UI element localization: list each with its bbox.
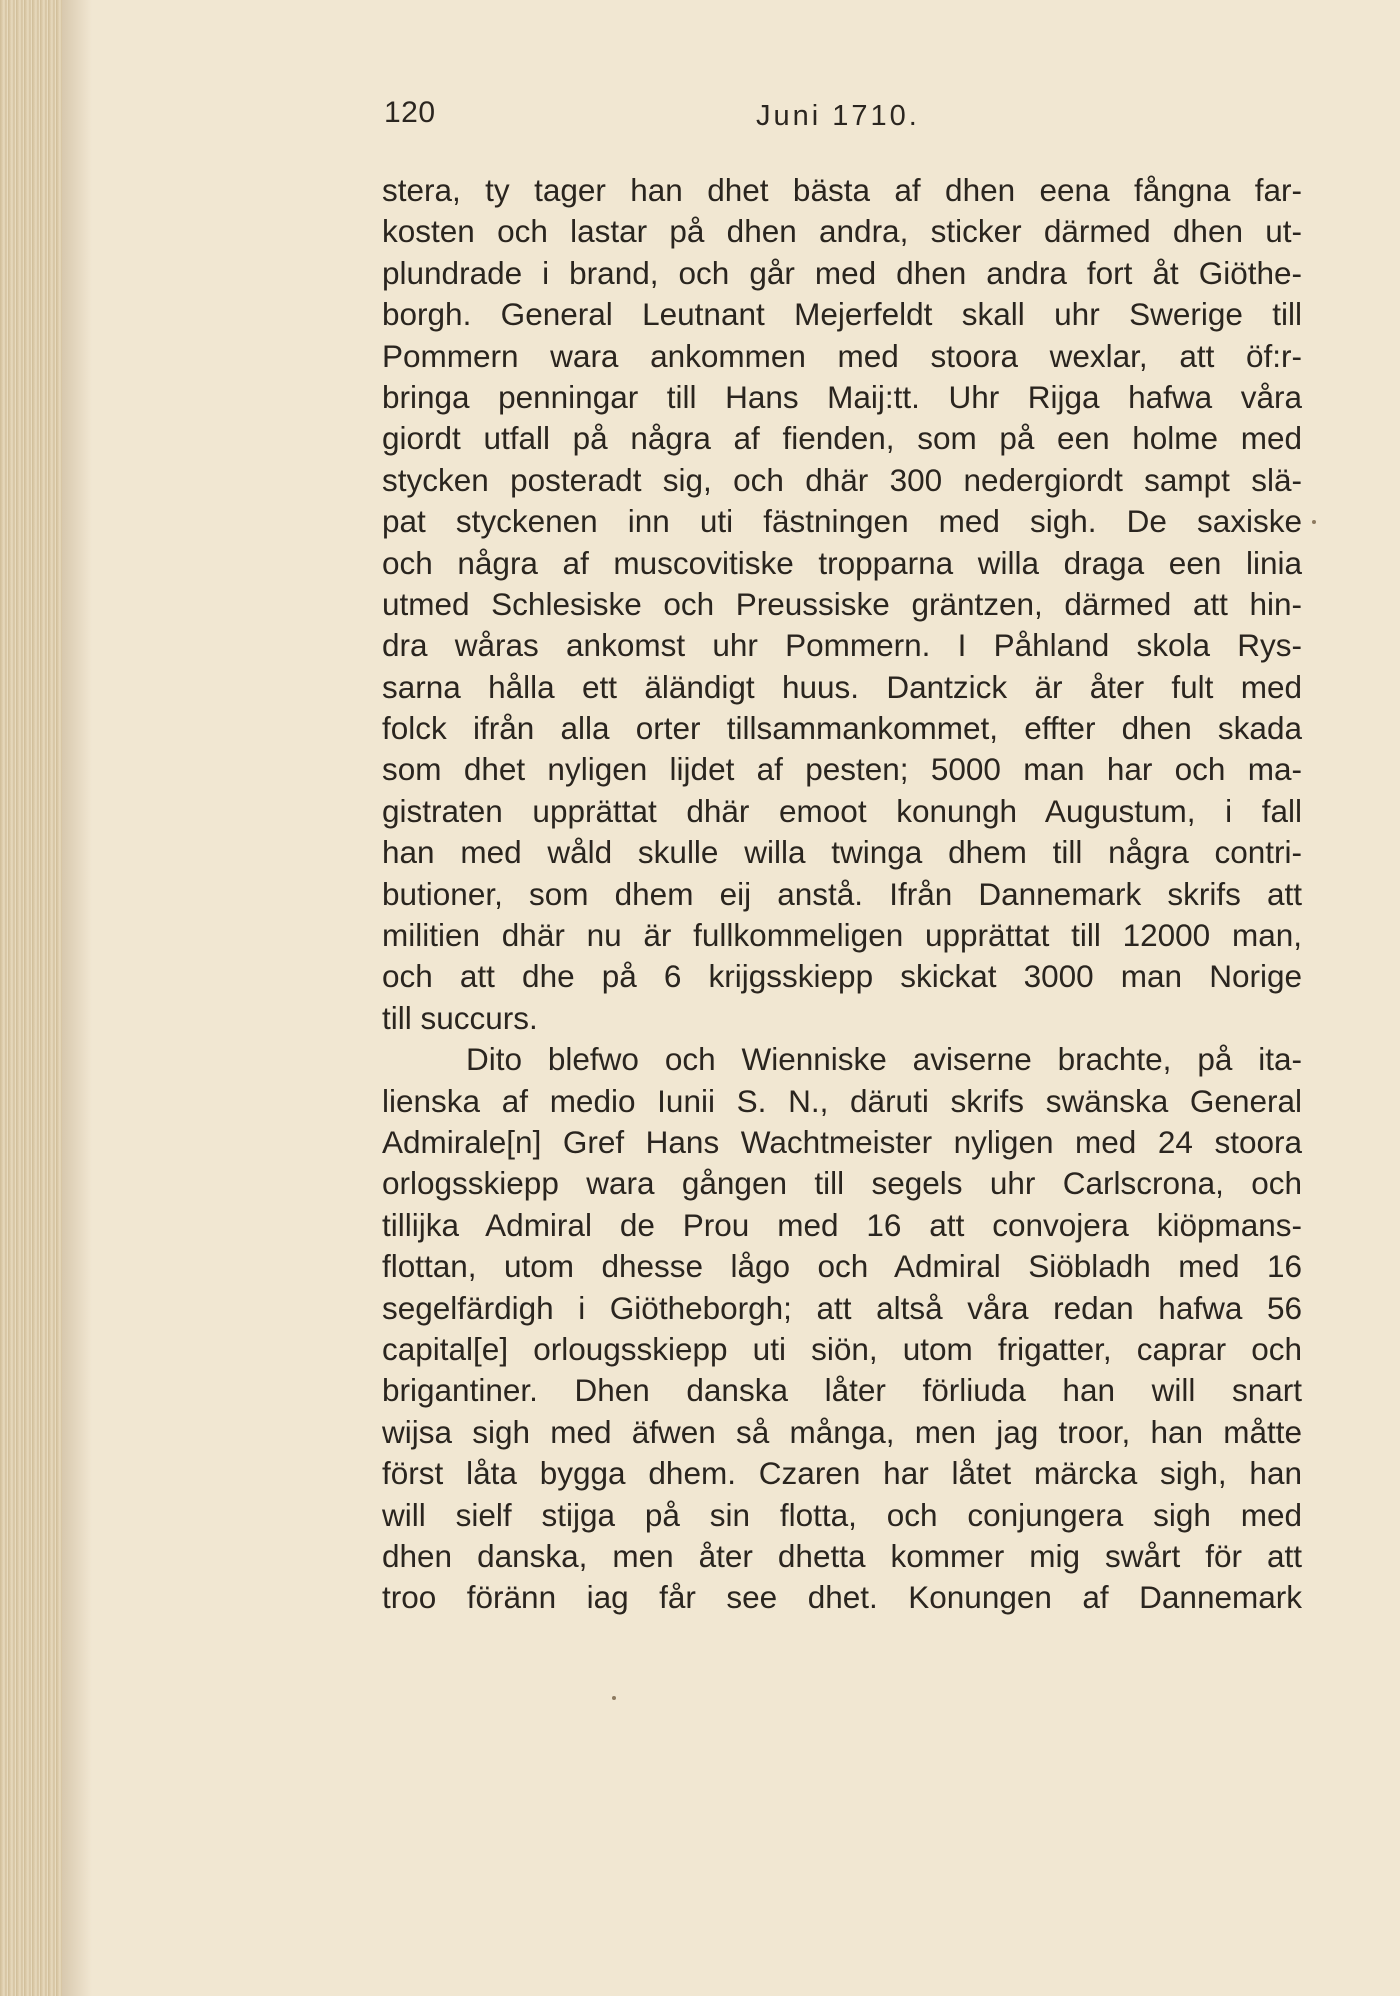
text-line: stera, ty tager han dhet bästa af dhen eena fångna far-	[382, 172, 1302, 208]
text-line: militien dhär nu är fullkommeligen upprättat till 12000 man,	[382, 917, 1302, 954]
text-line: pat styckenen inn uti fästningen med sigh. De saxiske	[382, 503, 1302, 540]
text-line: orlogsskiepp wara gången till segels uhr Carlscrona, och	[382, 1165, 1302, 1202]
text-line: troo föränn iag får see dhet. Konungen af Dannemark	[382, 1579, 1302, 1616]
text-line: plundrade i brand, och går med dhen andra fort åt Giöthe-	[382, 254, 1302, 291]
text-line: will sielf stijga på sin flotta, och conjungera sigh med	[382, 1496, 1302, 1533]
text-line: Pommern wara ankommen med stoora wexlar, att öf:r-	[382, 337, 1302, 374]
text-line: till succurs.	[382, 999, 538, 1036]
text-line: borgh. General Leutnant Mejerfeldt skall uhr Swerige till	[382, 296, 1302, 333]
text-line: utmed Schlesiske och Preussiske gräntzen, därmed att hin-	[382, 585, 1302, 622]
text-line: folck ifrån alla orter tillsammankommet, effter dhen skada	[382, 710, 1302, 747]
text-line: flottan, utom dhesse lågo och Admiral Siöbladh med 16	[382, 1248, 1302, 1285]
paper-speck	[612, 1696, 616, 1700]
text-line: och några af muscovitiske tropparna willa draga een linia	[382, 544, 1302, 581]
binding-shadow	[62, 0, 92, 1996]
text-line: Dito blefwo och Wienniske aviserne brachte, på ita-	[466, 1041, 1302, 1078]
text-line: Admirale[n] Gref Hans Wachtmeister nyligen med 24 stoora	[382, 1123, 1302, 1160]
text-line: giordt utfall på några af fienden, som på een holme med	[382, 420, 1302, 457]
text-line: gistraten upprättat dhär emoot konungh Augustum, i fall	[382, 792, 1302, 829]
text-line: sarna hålla ett äländigt huus. Dantzick är åter fult med	[382, 668, 1302, 705]
text-line: segelfärdigh i Giötheborgh; att altså våra redan hafwa 56	[382, 1289, 1302, 1326]
text-line: dhen danska, men åter dhetta kommer mig swårt för att	[382, 1537, 1302, 1574]
running-title: Juni 1710.	[756, 100, 920, 132]
text-line: som dhet nyligen lijdet af pesten; 5000 man har och ma-	[382, 751, 1302, 788]
page-number: 120	[384, 96, 436, 129]
text-line: capital[e] orlougsskiepp uti siön, utom frigatter, caprar och	[382, 1330, 1302, 1367]
text-line: han med wåld skulle willa twinga dhem till några contri-	[382, 834, 1302, 871]
page-edge-stack	[0, 0, 62, 1996]
text-line: butioner, som dhem eij anstå. Ifrån Dannemark skrifs att	[382, 875, 1302, 912]
text-line: dra wåras ankomst uhr Pommern. I Påhland skola Rys-	[382, 627, 1302, 664]
text-line: stycken posteradt sig, och dhär 300 nedergiordt sampt slä-	[382, 461, 1302, 498]
body-text	[382, 170, 1302, 1619]
text-line: wijsa sigh med äfwen så många, men jag troor, han måtte	[382, 1413, 1302, 1450]
text-line: först låta bygga dhem. Czaren har låtet märcka sigh, han	[382, 1455, 1302, 1492]
text-line: kosten och lastar på dhen andra, sticker därmed dhen ut-	[382, 213, 1302, 250]
text-line: lienska af medio Iunii S. N., däruti skrifs swänska General	[382, 1082, 1302, 1119]
paper-speck	[1312, 520, 1316, 524]
text-line: bringa penningar till Hans Maij:tt. Uhr Rijga hafwa våra	[382, 378, 1302, 415]
text-line: tillijka Admiral de Prou med 16 att convojera kiöpmans-	[382, 1206, 1302, 1243]
running-head	[384, 96, 1304, 144]
text-line: brigantiner. Dhen danska låter förliuda han will snart	[382, 1372, 1302, 1409]
text-line: och att dhe på 6 krijgsskiepp skickat 3000 man Norige	[382, 958, 1302, 995]
